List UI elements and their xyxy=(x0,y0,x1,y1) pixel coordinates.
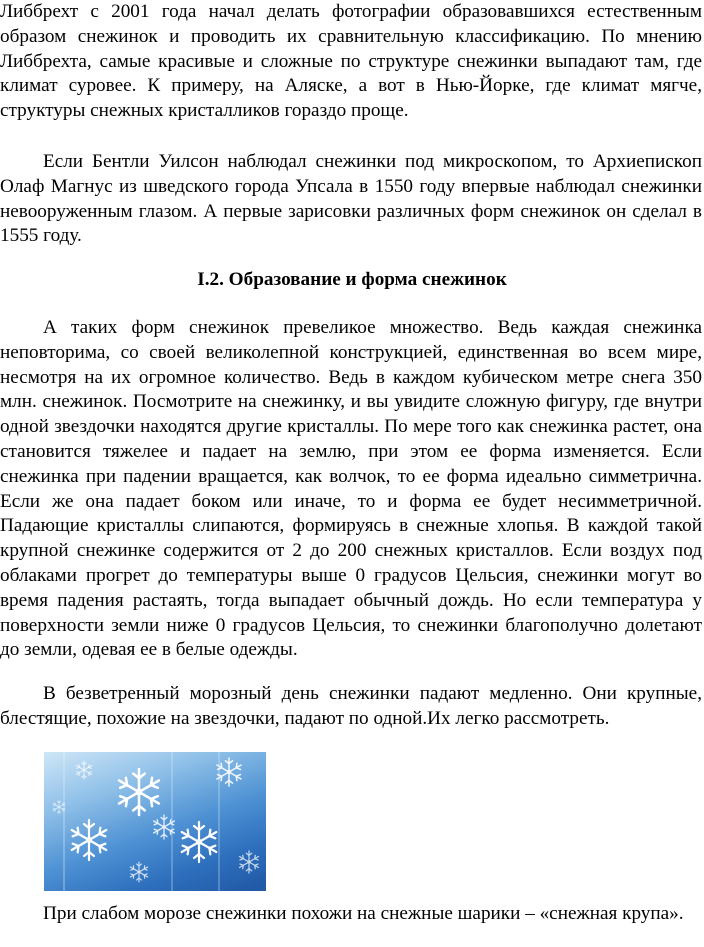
snowflakes-illustration xyxy=(44,752,266,891)
paragraph-libbrecht: Либбрехт с 2001 года начал делать фотографии образовавшихся естественным образом снежинок и проводить их сравнительную классификацию. По мнению Либбрехта, самые красивые и сложные по структуре снежинки выпадают там, где климат суровее. К примеру, на Аляске, а вот в Нью-Йорке, где климат мягче, структуры снежных кристалликов гораздо проще. xyxy=(0,1,702,122)
paragraph-magnus: Если Бентли Уилсон наблюдал снежинки под микроскопом, то Архиепископ Олаф Магнус из шведского города Упсала в 1550 году впервые наблюдал снежинки невооруженным глазом. А первые зарисовки различных форм снежинок он сделал в 1555 году. xyxy=(0,151,702,247)
paragraph-snow-groats: При слабом морозе снежинки похожи на снежные шарики – «снежная крупа». xyxy=(43,903,684,924)
paragraph-forms: А таких форм снежинок превеликое множество. Ведь каждая снежинка неповторима, со своей великолепной конструкцией, единственная во всем мире, несмотря на их огромное количество. Ведь в каждом кубическом метре снега 350 млн. снежинок. Посмотрите на снежинку, и вы увидите сложную фигуру, где внутри одной звездочки находятся другие кристаллы. По мере того как снежинка растет, она становится тяжелее и падает на землю, при этом ее форма изменяется. Если снежинка при падении вращается, как волчок, то ее форма идеально симметрична. Если же она падает боком или иначе, то и форма ее будет несимметричной. Падающие кристаллы слипаются, формируясь в снежные хлопья. В каждой такой крупной снежинке содержится от 2 до 200 снежных кристаллов. Если воздух под облаками прогрет до температуры выше 0 градусов Цельсия, снежинки могут во время падения растаять, тогда выпадает обычный дождь. Но если температура у поверхности земли ниже 0 градусов Цельсия, то снежинки благополучно долетают до земли, одевая ее в белые одежды. xyxy=(0,317,702,661)
section-heading-text: I.2. Образование и форма снежинок xyxy=(197,269,507,290)
snowflakes-photo xyxy=(44,752,266,891)
paragraph-calm-day: В безветренный морозный день снежинки падают медленно. Они крупные, блестящие, похожие на звездочки, падают по одной.Их легко рассмотреть. xyxy=(0,683,702,729)
section-heading xyxy=(0,268,704,292)
